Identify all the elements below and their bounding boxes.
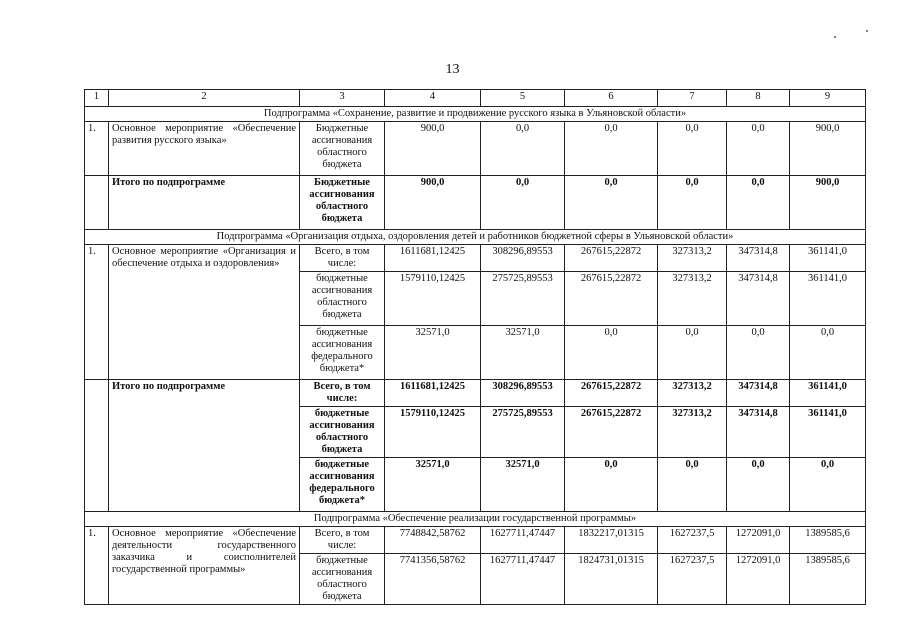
- value-cell: 267615,22872: [565, 245, 658, 272]
- value-cell: 0,0: [658, 458, 727, 512]
- scan-speck: [866, 30, 868, 32]
- subprogram-title-row: [85, 107, 866, 122]
- value-cell: 0,0: [727, 122, 790, 176]
- row-number: 1.: [85, 245, 109, 380]
- value-cell: 327313,2: [658, 380, 727, 407]
- value-cell: 0,0: [658, 176, 727, 230]
- value-cell: 0,0: [481, 122, 565, 176]
- value-cell: 32571,0: [385, 458, 481, 512]
- column-header: 1: [85, 90, 109, 107]
- row-number: 1.: [85, 527, 109, 605]
- value-cell: 0,0: [658, 326, 727, 380]
- table-row: [85, 527, 866, 554]
- value-cell: 267615,22872: [565, 272, 658, 326]
- subprogram-title: Подпрограмма «Организация отдыха, оздоровления детей и работников бюджетной сферы в Ульяновской области»: [85, 230, 866, 245]
- value-cell: 1627237,5: [658, 554, 727, 605]
- value-cell: 275725,89553: [481, 407, 565, 458]
- column-header: 6: [565, 90, 658, 107]
- value-cell: 361141,0: [790, 272, 866, 326]
- value-cell: 1824731,01315: [565, 554, 658, 605]
- value-cell: 1389585,6: [790, 527, 866, 554]
- subprogram-title-row: [85, 512, 866, 527]
- subprogram-title: Подпрограмма «Сохранение, развитие и продвижение русского языка в Ульяновской области»: [85, 107, 866, 122]
- total-label: Итого по подпрограмме: [109, 380, 300, 512]
- value-cell: 1272091,0: [727, 527, 790, 554]
- row-number: 1.: [85, 122, 109, 176]
- value-cell: 900,0: [790, 176, 866, 230]
- column-header: 3: [300, 90, 385, 107]
- value-cell: 32571,0: [481, 326, 565, 380]
- column-number-row: [85, 90, 866, 107]
- funding-source: бюджетные ассигнования областного бюджета: [300, 554, 385, 605]
- column-header: 5: [481, 90, 565, 107]
- activity-name: Основное мероприятие «Обеспечение деятельности государственного заказчика и соисполнителей государственной программы»: [109, 527, 300, 605]
- value-cell: 1579110,12425: [385, 272, 481, 326]
- funding-source: Всего, в том числе:: [300, 245, 385, 272]
- budget-table: [84, 89, 866, 605]
- value-cell: 1627711,47447: [481, 554, 565, 605]
- table-row: [85, 245, 866, 272]
- value-cell: 308296,89553: [481, 245, 565, 272]
- value-cell: 0,0: [790, 326, 866, 380]
- value-cell: 361141,0: [790, 245, 866, 272]
- value-cell: 0,0: [481, 176, 565, 230]
- value-cell: 7748842,58762: [385, 527, 481, 554]
- value-cell: 327313,2: [658, 245, 727, 272]
- column-header: 4: [385, 90, 481, 107]
- total-label: Итого по подпрограмме: [109, 176, 300, 230]
- table-row-total: [85, 380, 866, 407]
- funding-source: Бюджетные ассигнования областного бюджета: [300, 122, 385, 176]
- value-cell: 1389585,6: [790, 554, 866, 605]
- value-cell: 0,0: [565, 176, 658, 230]
- scan-speck: [834, 36, 836, 38]
- value-cell: 0,0: [565, 122, 658, 176]
- value-cell: 0,0: [727, 176, 790, 230]
- value-cell: 327313,2: [658, 272, 727, 326]
- value-cell: 900,0: [385, 176, 481, 230]
- value-cell: 0,0: [727, 458, 790, 512]
- value-cell: 0,0: [790, 458, 866, 512]
- funding-source: бюджетные ассигнования областного бюджета: [300, 272, 385, 326]
- funding-source: Всего, в том числе:: [300, 527, 385, 554]
- funding-source: бюджетные ассигнования областного бюджета: [300, 407, 385, 458]
- value-cell: 308296,89553: [481, 380, 565, 407]
- column-header: 7: [658, 90, 727, 107]
- table-row: [85, 122, 866, 176]
- column-header: 9: [790, 90, 866, 107]
- value-cell: 347314,8: [727, 380, 790, 407]
- value-cell: 267615,22872: [565, 407, 658, 458]
- value-cell: 327313,2: [658, 407, 727, 458]
- activity-name: Основное мероприятие «Обеспечение развития русского языка»: [109, 122, 300, 176]
- value-cell: 900,0: [790, 122, 866, 176]
- value-cell: 0,0: [727, 326, 790, 380]
- value-cell: 361141,0: [790, 380, 866, 407]
- value-cell: 347314,8: [727, 245, 790, 272]
- value-cell: 1627711,47447: [481, 527, 565, 554]
- subprogram-title: Подпрограмма «Обеспечение реализации государственной программы»: [85, 512, 866, 527]
- value-cell: 32571,0: [385, 326, 481, 380]
- value-cell: 32571,0: [481, 458, 565, 512]
- value-cell: 1272091,0: [727, 554, 790, 605]
- funding-source: Бюджетные ассигнования областного бюджета: [300, 176, 385, 230]
- value-cell: 1611681,12425: [385, 380, 481, 407]
- value-cell: 900,0: [385, 122, 481, 176]
- value-cell: 0,0: [565, 326, 658, 380]
- value-cell: 1832217,01315: [565, 527, 658, 554]
- value-cell: 7741356,58762: [385, 554, 481, 605]
- value-cell: 1611681,12425: [385, 245, 481, 272]
- column-header: 2: [109, 90, 300, 107]
- value-cell: 1627237,5: [658, 527, 727, 554]
- column-header: 8: [727, 90, 790, 107]
- subprogram-title-row: [85, 230, 866, 245]
- funding-source: бюджетные ассигнования федерального бюджета*: [300, 326, 385, 380]
- table-row-total: [85, 176, 866, 230]
- value-cell: 275725,89553: [481, 272, 565, 326]
- empty-cell: [85, 176, 109, 230]
- value-cell: 267615,22872: [565, 380, 658, 407]
- value-cell: 1579110,12425: [385, 407, 481, 458]
- value-cell: 347314,8: [727, 407, 790, 458]
- funding-source: бюджетные ассигнования федерального бюджета*: [300, 458, 385, 512]
- activity-name: Основное мероприятие «Организация и обеспечение отдыха и оздоровления»: [109, 245, 300, 380]
- empty-cell: [85, 380, 109, 512]
- page-number: 13: [445, 62, 460, 77]
- funding-source: Всего, в том числе:: [300, 380, 385, 407]
- value-cell: 0,0: [565, 458, 658, 512]
- value-cell: 361141,0: [790, 407, 866, 458]
- value-cell: 347314,8: [727, 272, 790, 326]
- value-cell: 0,0: [658, 122, 727, 176]
